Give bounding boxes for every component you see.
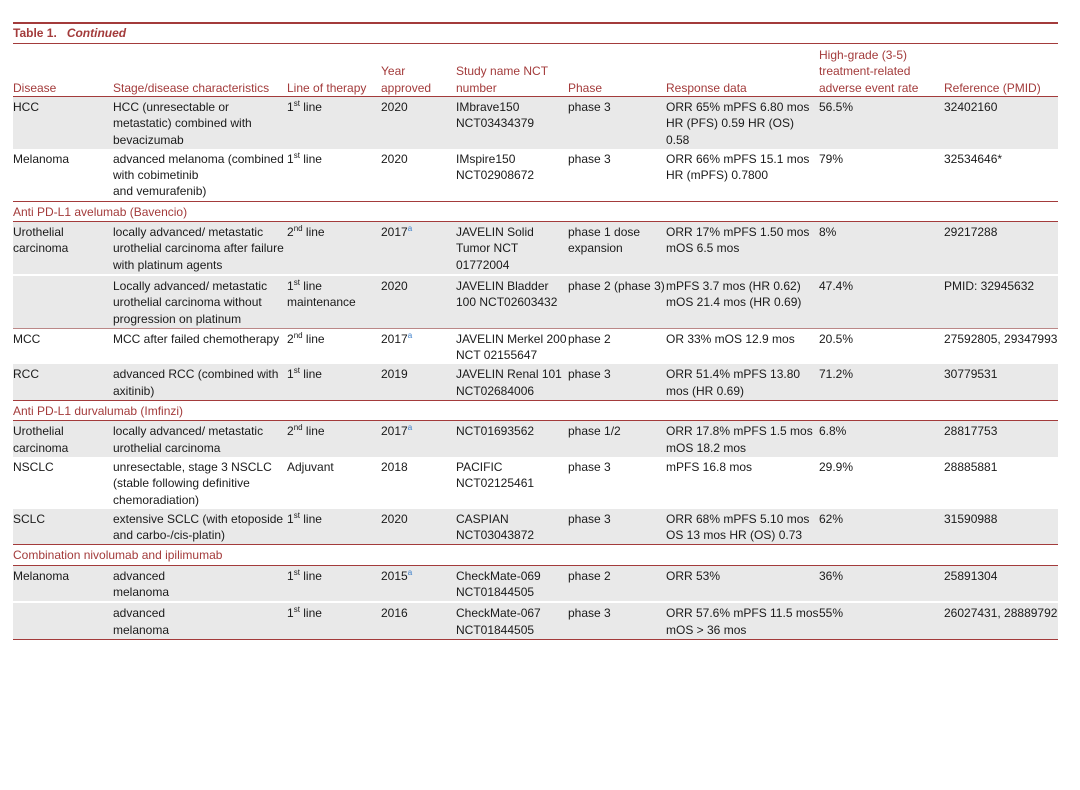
cell-stage: advanced RCC (combined with axitinib) (113, 364, 287, 400)
header-ref: Reference (PMID) (944, 80, 1041, 95)
cell-line (287, 149, 381, 201)
cell-ae: 47.4% (819, 275, 944, 328)
cell-ae: 56.5% (819, 97, 944, 149)
table-row (13, 222, 1058, 275)
cell-disease: Urothelial carcinoma (13, 421, 113, 457)
stage-text-cont: and vemurafenib) (113, 184, 207, 199)
cell-disease: HCC (13, 97, 113, 149)
cell-disease: RCC (13, 364, 113, 400)
year-text: 2015 (381, 568, 408, 583)
table-row (13, 328, 1058, 364)
table-row (13, 364, 1058, 400)
cell-year: 2016 (381, 602, 456, 639)
cell-phase: phase 1 dose expansion (568, 222, 666, 275)
cell-disease: Urothelial carcinoma (13, 222, 113, 275)
line-sup: st (293, 510, 300, 520)
table-container (13, 22, 1058, 640)
cell-ae: 20.5% (819, 331, 854, 346)
cell-ae: 6.8% (819, 421, 944, 457)
cell-stage: Locally advanced/ metastatic urothelial carcinoma without progression on platinum (113, 275, 287, 328)
cell-stage (113, 149, 287, 201)
cell-stage: locally advanced/ metastatic urothelial carcinoma after failure with platinum agents (113, 222, 287, 275)
cell-ref: 32534646* (944, 151, 1003, 166)
cell-disease: NSCLC (13, 459, 54, 474)
cell-study: NCT01693562 (456, 421, 568, 457)
cell-stage: MCC after failed chemotherapy (113, 331, 280, 346)
line-sup: st (293, 277, 300, 287)
cell-ref: PMID: 32945632 (944, 275, 1058, 328)
header-row (13, 44, 1058, 97)
cell-study: JAVELIN Merkel 200 NCT 02155647 (456, 331, 567, 363)
section-row (13, 401, 1058, 421)
cell-response: ORR 17% mPFS 1.50 mos mOS 6.5 mos (666, 222, 819, 275)
line-num: 1 (287, 151, 294, 166)
footnote-marker[interactable]: a (407, 330, 413, 340)
cell-response: OR 33% mOS 12.9 mos (666, 331, 795, 346)
cell-disease (13, 275, 113, 328)
cell-ae: 8% (819, 222, 944, 275)
cell-line (287, 602, 381, 639)
cell-year (381, 421, 456, 457)
cell-stage: HCC (unresectable or metastatic) combined with bevacizumab (113, 97, 287, 149)
cell-study: CheckMate-067 NCT01844505 (456, 602, 568, 639)
header-stage: Stage/disease characteristics (113, 80, 270, 95)
line-text: line maintenance (287, 278, 356, 310)
cell-disease: MCC (13, 331, 41, 346)
line-text: line (302, 225, 325, 240)
section-title-combo: Combination nivolumab and ipilimumab (13, 545, 1058, 565)
table-row (13, 97, 1058, 149)
cell-ref: 26027431, 28889792 (944, 602, 1058, 639)
line-sup: nd (293, 330, 303, 340)
cell-line (287, 364, 381, 400)
line-text: line (302, 424, 325, 439)
cell-stage (113, 602, 287, 639)
cell-line: Adjuvant (287, 459, 334, 474)
cell-ref: 31590988 (944, 509, 1058, 545)
cell-stage: locally advanced/ metastatic urothelial carcinoma (113, 421, 287, 457)
cell-ref: 32402160 (944, 97, 1058, 149)
cell-year: 2019 (381, 364, 456, 400)
cell-ref: 28817753 (944, 421, 1058, 457)
cell-response: ORR 65% mPFS 6.80 mos HR (PFS) 0.59 HR (OS) 0.58 (666, 97, 819, 149)
line-text: line (299, 606, 322, 621)
stage-text: advanced melanoma (113, 568, 170, 600)
header-year: Year approved (381, 64, 432, 95)
line-text: line (299, 511, 322, 526)
cell-stage: unresectable, stage 3 NSCLC (stable following definitive chemoradiation) (113, 459, 272, 507)
cell-year: 2020 (381, 275, 456, 328)
table-row (13, 149, 1058, 201)
cell-study: JAVELIN Renal 101 NCT02684006 (456, 364, 568, 400)
cell-disease: Melanoma (13, 565, 113, 602)
cell-phase: phase 3 (568, 97, 666, 149)
cell-line (287, 222, 381, 275)
cell-phase: phase 1/2 (568, 421, 666, 457)
cell-response: ORR 53% (666, 565, 819, 602)
cell-phase: phase 3 (568, 364, 666, 400)
cell-line (287, 275, 381, 328)
data-table (13, 44, 1058, 639)
year-text: 2017 (381, 225, 408, 240)
cell-year (381, 328, 456, 364)
cell-ae: 79% (819, 151, 844, 166)
cell-phase: phase 3 (568, 151, 611, 166)
cell-phase: phase 2 (568, 565, 666, 602)
line-num: 1 (287, 511, 294, 526)
cell-year: 2018 (381, 459, 408, 474)
table-bottom-rule (13, 639, 1058, 640)
cell-response: mPFS 16.8 mos (666, 459, 753, 474)
cell-stage (113, 565, 287, 602)
line-num: 2 (287, 424, 294, 439)
header-response: Response data (666, 80, 747, 95)
line-text: line (299, 151, 322, 166)
stage-text: advanced melanoma (combined with cobimetinib (113, 151, 284, 183)
cell-ref: 25891304 (944, 565, 1058, 602)
cell-study: CASPIAN NCT03043872 (456, 509, 568, 545)
header-ae: High-grade (3-5) treatment-related adverse event rate (819, 48, 919, 95)
section-row (13, 201, 1058, 221)
cell-study: PACIFIC NCT02125461 (456, 459, 535, 491)
line-num: 1 (287, 100, 294, 114)
cell-phase: phase 2 (568, 331, 611, 346)
table-row (13, 421, 1058, 457)
cell-response: ORR 17.8% mPFS 1.5 mos mOS 18.2 mos (666, 421, 819, 457)
line-num: 1 (287, 606, 294, 621)
line-num: 2 (287, 225, 294, 240)
cell-study: IMbrave150 NCT03434379 (456, 97, 568, 149)
cell-ae: 62% (819, 509, 944, 545)
cell-ae: 71.2% (819, 364, 944, 400)
cell-line (287, 97, 381, 149)
cell-disease: Melanoma (13, 151, 70, 166)
cell-ref: 29217288 (944, 222, 1058, 275)
cell-ref: 28885881 (944, 459, 998, 474)
line-num: 1 (287, 568, 294, 583)
cell-ae: 29.9% (819, 459, 854, 474)
header-study: Study name NCT number (456, 64, 548, 95)
cell-disease: SCLC (13, 509, 113, 545)
cell-year: 2020 (381, 97, 456, 149)
table-row (13, 602, 1058, 639)
cell-year (381, 565, 456, 602)
line-sup: st (293, 605, 300, 615)
caption-label: Table 1. (13, 26, 57, 40)
cell-study: JAVELIN Solid Tumor NCT 01772004 (456, 222, 568, 275)
cell-line (287, 328, 381, 364)
table-row (13, 275, 1058, 328)
line-sup: st (293, 366, 300, 376)
caption-continued: Continued (66, 26, 127, 40)
header-line: Line of therapy (287, 80, 367, 95)
stage-text: advanced melanoma (113, 606, 170, 637)
cell-line (287, 565, 381, 602)
cell-line (287, 509, 381, 545)
line-num: 2 (287, 331, 294, 346)
cell-study: CheckMate-069 NCT01844505 (456, 565, 568, 602)
line-num: 1 (287, 367, 294, 382)
header-phase: Phase (568, 80, 603, 95)
table-row (13, 457, 1058, 509)
section-title-avelumab: Anti PD-L1 avelumab (Bavencio) (13, 201, 1058, 221)
line-sup: st (293, 567, 300, 577)
cell-disease (13, 602, 113, 639)
cell-study: JAVELIN Bladder 100 NCT02603432 (456, 275, 568, 328)
cell-response: mPFS 3.7 mos (HR 0.62) mOS 21.4 mos (HR 0.69) (666, 275, 819, 328)
line-sup: st (293, 99, 300, 108)
line-num: 1 (287, 278, 294, 293)
footnote-marker[interactable]: a (407, 567, 413, 577)
cell-year: 2020 (381, 151, 408, 166)
cell-response: ORR 68% mPFS 5.10 mos OS 13 mos HR (OS) 0.73 (666, 509, 819, 545)
cell-response: ORR 66% mPFS 15.1 mos HR (mPFS) 0.7800 (666, 151, 810, 183)
cell-year: 2020 (381, 509, 456, 545)
line-text: line (299, 568, 322, 583)
cell-response: ORR 51.4% mPFS 13.80 mos (HR 0.69) (666, 364, 819, 400)
footnote-marker[interactable]: a (407, 224, 413, 234)
table-caption (13, 24, 1058, 43)
cell-phase: phase 2 (phase 3) (568, 275, 666, 328)
cell-study: IMspire150 NCT02908672 (456, 151, 535, 183)
footnote-marker[interactable]: a (407, 423, 413, 433)
cell-stage: extensive SCLC (with etoposide and carbo-/cis-platin) (113, 509, 287, 545)
line-sup: nd (293, 224, 303, 234)
year-text: 2017 (381, 424, 408, 439)
cell-phase: phase 3 (568, 602, 666, 639)
line-text: line (299, 100, 322, 114)
section-row (13, 545, 1058, 565)
line-sup: nd (293, 423, 303, 433)
year-text: 2017 (381, 331, 408, 346)
cell-response: ORR 57.6% mPFS 11.5 mos mOS > 36 mos (666, 602, 819, 639)
cell-ae: 36% (819, 565, 944, 602)
header-disease: Disease (13, 80, 57, 95)
cell-ae: 55% (819, 602, 944, 639)
cell-line (287, 421, 381, 457)
table-row (13, 565, 1058, 602)
cell-ref: 27592805, 29347993 (944, 331, 1058, 346)
line-sup: st (293, 150, 300, 160)
table-row (13, 509, 1058, 545)
line-text: line (299, 367, 322, 382)
section-title-durvalumab: Anti PD-L1 durvalumab (Imfinzi) (13, 401, 1058, 421)
cell-phase: phase 3 (568, 509, 666, 545)
cell-year (381, 222, 456, 275)
cell-phase: phase 3 (568, 459, 611, 474)
line-text: line (302, 331, 325, 346)
cell-ref: 30779531 (944, 364, 1058, 400)
